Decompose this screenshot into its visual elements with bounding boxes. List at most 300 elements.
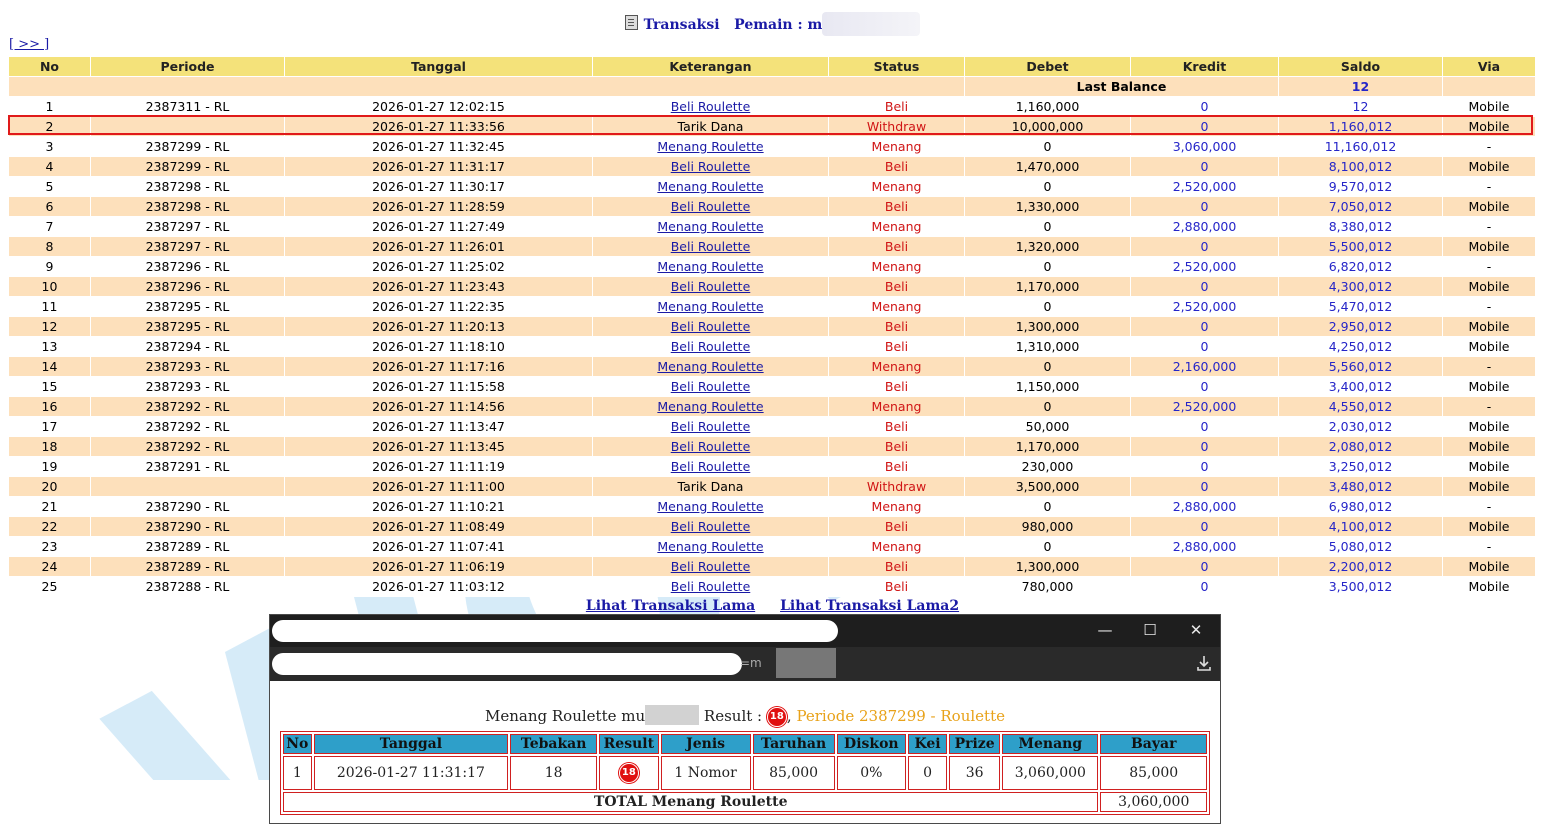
col-header-tanggal[interactable]: Tanggal	[285, 57, 593, 77]
row-kredit: 2,160,000	[1131, 357, 1279, 377]
row-saldo: 3,480,012	[1279, 477, 1443, 497]
table-row	[9, 317, 1536, 337]
row-no: 12	[9, 317, 91, 337]
keterangan-link[interactable]: Menang Roulette	[657, 259, 764, 274]
keterangan-link[interactable]: Beli Roulette	[670, 199, 751, 214]
row-kredit: 0	[1131, 237, 1279, 257]
keterangan-link[interactable]: Beli Roulette	[670, 99, 751, 114]
row-via: Mobile	[1443, 457, 1536, 477]
keterangan-link[interactable]: Beli Roulette	[670, 439, 751, 454]
row-keterangan	[593, 417, 829, 437]
row-status: Beli	[829, 577, 965, 597]
row-keterangan	[593, 277, 829, 297]
row-keterangan	[593, 297, 829, 317]
row-tanggal: 2026-01-27 11:23:43	[285, 277, 593, 297]
row-saldo: 5,560,012	[1279, 357, 1443, 377]
row-keterangan	[593, 177, 829, 197]
table-row	[9, 337, 1536, 357]
detail-col-tebakan: Tebakan	[510, 734, 597, 754]
row-periode: 2387290 - RL	[91, 517, 285, 537]
keterangan-link[interactable]: Beli Roulette	[670, 319, 751, 334]
row-status: Menang	[829, 537, 965, 557]
row-kredit: 0	[1131, 117, 1279, 137]
row-tanggal: 2026-01-27 11:27:49	[285, 217, 593, 237]
row-no: 7	[9, 217, 91, 237]
detail-col-kei: Kei	[908, 734, 947, 754]
table-row	[9, 237, 1536, 257]
row-keterangan	[593, 497, 829, 517]
keterangan-link[interactable]: Beli Roulette	[670, 279, 751, 294]
row-via: Mobile	[1443, 97, 1536, 117]
table-row	[9, 397, 1536, 417]
row-debet: 10,000,000	[965, 117, 1131, 137]
row-kredit: 0	[1131, 557, 1279, 577]
row-tanggal: 2026-01-27 11:14:56	[285, 397, 593, 417]
row-periode: 2387289 - RL	[91, 557, 285, 577]
detail-col-tanggal: Tanggal	[314, 734, 509, 754]
table-header-row	[9, 57, 1536, 77]
row-status: Beli	[829, 97, 965, 117]
row-tanggal: 2026-01-27 11:06:19	[285, 557, 593, 577]
row-tanggal: 2026-01-27 11:33:56	[285, 117, 593, 137]
row-no: 15	[9, 377, 91, 397]
row-tanggal: 2026-01-27 11:25:02	[285, 257, 593, 277]
row-via: Mobile	[1443, 117, 1536, 137]
row-no: 14	[9, 357, 91, 377]
row-via: Mobile	[1443, 517, 1536, 537]
keterangan-link[interactable]: Menang Roulette	[657, 219, 764, 234]
result-label: Result :	[703, 707, 763, 725]
row-periode: 2387289 - RL	[91, 537, 285, 557]
row-tanggal: 2026-01-27 11:10:21	[285, 497, 593, 517]
col-header-via[interactable]: Via	[1443, 57, 1536, 77]
row-via: -	[1443, 297, 1536, 317]
row-debet: 0	[965, 397, 1131, 417]
row-debet: 0	[965, 217, 1131, 237]
maximize-icon[interactable]: ☐	[1143, 621, 1157, 639]
row-via: Mobile	[1443, 157, 1536, 177]
row-no: 10	[9, 277, 91, 297]
page-title	[0, 12, 1545, 36]
row-saldo: 3,400,012	[1279, 377, 1443, 397]
popup-window	[269, 614, 1221, 824]
col-header-saldo[interactable]: Saldo	[1279, 57, 1443, 77]
row-via: -	[1443, 217, 1536, 237]
row-debet: 1,310,000	[965, 337, 1131, 357]
result-heading: Menang Roulette mu Result : 18 , Periode 2387299 - Roulette	[485, 707, 1005, 725]
row-debet: 3,500,000	[965, 477, 1131, 497]
row-tanggal: 2026-01-27 11:28:59	[285, 197, 593, 217]
row-via: Mobile	[1443, 437, 1536, 457]
row-periode: 2387299 - RL	[91, 157, 285, 177]
row-saldo: 4,250,012	[1279, 337, 1443, 357]
row-keterangan	[593, 337, 829, 357]
row-periode: 2387297 - RL	[91, 217, 285, 237]
row-status: Withdraw	[829, 117, 965, 137]
table-row	[9, 117, 1536, 137]
detail-jenis: 1 Nomor	[661, 756, 751, 790]
row-status: Menang	[829, 357, 965, 377]
table-row	[9, 537, 1536, 557]
detail-diskon: 0%	[837, 756, 907, 790]
red-ball-icon: 18	[619, 763, 639, 783]
row-kredit: 0	[1131, 317, 1279, 337]
row-periode: 2387295 - RL	[91, 297, 285, 317]
table-row	[9, 277, 1536, 297]
row-debet: 0	[965, 497, 1131, 517]
table-row	[9, 377, 1536, 397]
keterangan-link[interactable]: Beli Roulette	[670, 579, 751, 594]
keterangan-link[interactable]: Beli Roulette	[670, 159, 751, 174]
next-page-link[interactable]: [ >> ]	[9, 37, 50, 52]
row-status: Beli	[829, 157, 965, 177]
table-row	[9, 257, 1536, 277]
table-row	[9, 497, 1536, 517]
document-icon	[625, 15, 638, 30]
row-kredit: 0	[1131, 97, 1279, 117]
row-kredit: 0	[1131, 337, 1279, 357]
detail-col-no: No	[283, 734, 312, 754]
row-saldo: 12	[1279, 97, 1443, 117]
row-via: -	[1443, 137, 1536, 157]
row-status: Beli	[829, 277, 965, 297]
row-debet: 0	[965, 177, 1131, 197]
row-kredit: 0	[1131, 517, 1279, 537]
row-no: 25	[9, 577, 91, 597]
row-debet: 0	[965, 137, 1131, 157]
detail-col-prize: Prize	[949, 734, 1000, 754]
detail-tebakan: 18	[510, 756, 597, 790]
row-periode: 2387292 - RL	[91, 397, 285, 417]
row-saldo: 4,550,012	[1279, 397, 1443, 417]
detail-prize: 36	[949, 756, 1000, 790]
keterangan-link[interactable]: Beli Roulette	[670, 339, 751, 354]
table-row	[9, 457, 1536, 477]
redacted-player-name	[822, 12, 920, 36]
row-debet: 1,150,000	[965, 377, 1131, 397]
row-kredit: 2,880,000	[1131, 497, 1279, 517]
row-debet: 0	[965, 537, 1131, 557]
row-saldo: 3,500,012	[1279, 577, 1443, 597]
row-periode: 2387292 - RL	[91, 417, 285, 437]
row-status: Menang	[829, 297, 965, 317]
col-header-no[interactable]: No	[9, 57, 91, 77]
lihat-transaksi-lama-link[interactable]: Lihat Transaksi Lama	[585, 598, 756, 614]
row-keterangan	[593, 97, 829, 117]
row-no: 22	[9, 517, 91, 537]
row-debet: 230,000	[965, 457, 1131, 477]
row-periode: 2387297 - RL	[91, 237, 285, 257]
row-periode: 2387311 - RL	[91, 97, 285, 117]
row-kredit: 2,880,000	[1131, 217, 1279, 237]
table-row	[9, 157, 1536, 177]
row-debet: 780,000	[965, 577, 1131, 597]
row-tanggal: 2026-01-27 11:32:45	[285, 137, 593, 157]
col-header-debet[interactable]: Debet	[965, 57, 1131, 77]
detail-col-taruhan: Taruhan	[753, 734, 835, 754]
table-row	[9, 357, 1536, 377]
row-debet: 50,000	[965, 417, 1131, 437]
row-saldo: 4,100,012	[1279, 517, 1443, 537]
row-debet: 0	[965, 357, 1131, 377]
row-keterangan: Tarik Dana	[593, 477, 829, 497]
row-tanggal: 2026-01-27 11:13:45	[285, 437, 593, 457]
transaction-table	[8, 56, 1536, 597]
redacted-window-title	[272, 620, 838, 642]
detail-col-jenis: Jenis	[661, 734, 751, 754]
row-status: Beli	[829, 517, 965, 537]
row-saldo: 2,080,012	[1279, 437, 1443, 457]
table-row	[9, 417, 1536, 437]
row-tanggal: 2026-01-27 11:18:10	[285, 337, 593, 357]
popup-content	[270, 681, 1220, 815]
row-saldo: 6,980,012	[1279, 497, 1443, 517]
row-saldo: 5,470,012	[1279, 297, 1443, 317]
row-via: -	[1443, 397, 1536, 417]
row-status: Beli	[829, 417, 965, 437]
row-via: Mobile	[1443, 557, 1536, 577]
row-tanggal: 2026-01-27 11:11:00	[285, 477, 593, 497]
row-status: Beli	[829, 437, 965, 457]
detail-kei: 0	[908, 756, 947, 790]
keterangan-link[interactable]: Menang Roulette	[657, 179, 764, 194]
row-debet: 1,300,000	[965, 317, 1131, 337]
redacted-url-tail	[776, 648, 836, 678]
result-prefix: Menang Roulette mu	[485, 707, 646, 725]
row-status: Menang	[829, 217, 965, 237]
table-row	[9, 477, 1536, 497]
keterangan-link[interactable]: Menang Roulette	[657, 499, 764, 514]
row-via: Mobile	[1443, 477, 1536, 497]
row-tanggal: 2026-01-27 12:02:15	[285, 97, 593, 117]
row-keterangan	[593, 557, 829, 577]
detail-row	[283, 756, 1207, 790]
keterangan-link[interactable]: Beli Roulette	[670, 239, 751, 254]
col-header-kredit[interactable]: Kredit	[1131, 57, 1279, 77]
total-label: TOTAL Menang Roulette	[283, 792, 1098, 812]
row-status: Beli	[829, 557, 965, 577]
red-ball-icon: 18	[767, 707, 787, 727]
table-row	[9, 437, 1536, 457]
row-via: -	[1443, 257, 1536, 277]
title-transaksi[interactable]: Transaksi	[643, 17, 720, 33]
row-keterangan	[593, 257, 829, 277]
row-kredit: 0	[1131, 577, 1279, 597]
player-label: Pemain : m	[734, 17, 823, 33]
row-periode: 2387298 - RL	[91, 177, 285, 197]
row-no: 19	[9, 457, 91, 477]
row-saldo: 9,570,012	[1279, 177, 1443, 197]
table-row	[9, 177, 1536, 197]
row-saldo: 3,250,012	[1279, 457, 1443, 477]
detail-bayar: 85,000	[1100, 756, 1207, 790]
row-keterangan	[593, 157, 829, 177]
row-kredit: 0	[1131, 157, 1279, 177]
row-no: 13	[9, 337, 91, 357]
row-saldo: 8,100,012	[1279, 157, 1443, 177]
row-keterangan	[593, 457, 829, 477]
row-kredit: 0	[1131, 377, 1279, 397]
row-via: Mobile	[1443, 577, 1536, 597]
row-no: 16	[9, 397, 91, 417]
row-kredit: 2,880,000	[1131, 537, 1279, 557]
row-via: Mobile	[1443, 197, 1536, 217]
row-tanggal: 2026-01-27 11:13:47	[285, 417, 593, 437]
redacted-username	[645, 705, 699, 725]
row-status: Beli	[829, 457, 965, 477]
detail-tanggal: 2026-01-27 11:31:17	[314, 756, 509, 790]
row-saldo: 5,500,012	[1279, 237, 1443, 257]
row-status: Beli	[829, 337, 965, 357]
total-row	[283, 792, 1207, 812]
row-via: Mobile	[1443, 337, 1536, 357]
row-periode: 2387288 - RL	[91, 577, 285, 597]
row-no: 6	[9, 197, 91, 217]
table-row	[9, 577, 1536, 597]
row-via: Mobile	[1443, 417, 1536, 437]
row-no: 18	[9, 437, 91, 457]
keterangan-link[interactable]: Beli Roulette	[670, 519, 751, 534]
row-via: -	[1443, 497, 1536, 517]
detail-col-bayar: Bayar	[1100, 734, 1207, 754]
row-status: Beli	[829, 317, 965, 337]
row-tanggal: 2026-01-27 11:11:19	[285, 457, 593, 477]
row-tanggal: 2026-01-27 11:30:17	[285, 177, 593, 197]
row-saldo: 2,950,012	[1279, 317, 1443, 337]
row-saldo: 8,380,012	[1279, 217, 1443, 237]
download-icon[interactable]	[1196, 655, 1212, 671]
keterangan-link[interactable]: Menang Roulette	[657, 299, 764, 314]
detail-col-menang: Menang	[1002, 734, 1098, 754]
row-status: Menang	[829, 397, 965, 417]
keterangan-link[interactable]: Menang Roulette	[657, 139, 764, 154]
row-kredit: 2,520,000	[1131, 397, 1279, 417]
keterangan-link[interactable]: Beli Roulette	[670, 459, 751, 474]
row-status: Menang	[829, 497, 965, 517]
row-via: Mobile	[1443, 377, 1536, 397]
keterangan-link[interactable]: Beli Roulette	[670, 419, 751, 434]
row-kredit: 0	[1131, 457, 1279, 477]
row-no: 20	[9, 477, 91, 497]
row-status: Beli	[829, 197, 965, 217]
minimize-icon[interactable]: —	[1097, 621, 1113, 639]
row-periode: 2387299 - RL	[91, 137, 285, 157]
row-kredit: 2,520,000	[1131, 297, 1279, 317]
row-debet: 0	[965, 297, 1131, 317]
row-debet: 1,320,000	[965, 237, 1131, 257]
row-no: 5	[9, 177, 91, 197]
row-no: 3	[9, 137, 91, 157]
row-no: 4	[9, 157, 91, 177]
row-status: Beli	[829, 237, 965, 257]
row-keterangan	[593, 517, 829, 537]
row-via: -	[1443, 357, 1536, 377]
row-via: -	[1443, 177, 1536, 197]
row-no: 2	[9, 117, 91, 137]
last-balance-row	[9, 77, 1536, 97]
keterangan-link[interactable]: Beli Roulette	[670, 379, 751, 394]
detail-header-row	[283, 734, 1207, 754]
row-keterangan	[593, 377, 829, 397]
row-no: 9	[9, 257, 91, 277]
url-tail: =m	[740, 656, 762, 670]
row-periode	[91, 117, 285, 137]
table-row	[9, 97, 1536, 117]
row-keterangan	[593, 237, 829, 257]
row-status: Beli	[829, 377, 965, 397]
row-keterangan	[593, 537, 829, 557]
lihat-transaksi-lama2-link[interactable]: Lihat Transaksi Lama2	[780, 598, 960, 614]
row-periode	[91, 477, 285, 497]
row-status: Menang	[829, 257, 965, 277]
row-keterangan	[593, 137, 829, 157]
old-transaction-links	[0, 598, 1545, 614]
row-kredit: 2,520,000	[1131, 177, 1279, 197]
row-keterangan	[593, 397, 829, 417]
keterangan-link[interactable]: Menang Roulette	[657, 359, 764, 374]
row-via: Mobile	[1443, 317, 1536, 337]
col-header-keterangan[interactable]: Keterangan	[593, 57, 829, 77]
row-periode: 2387296 - RL	[91, 277, 285, 297]
row-no: 17	[9, 417, 91, 437]
col-header-status[interactable]: Status	[829, 57, 965, 77]
col-header-periode[interactable]: Periode	[91, 57, 285, 77]
row-tanggal: 2026-01-27 11:15:58	[285, 377, 593, 397]
row-kredit: 0	[1131, 477, 1279, 497]
row-no: 24	[9, 557, 91, 577]
row-saldo: 6,820,012	[1279, 257, 1443, 277]
row-no: 23	[9, 537, 91, 557]
row-keterangan	[593, 577, 829, 597]
row-keterangan: Tarik Dana	[593, 117, 829, 137]
row-keterangan	[593, 217, 829, 237]
row-via: Mobile	[1443, 277, 1536, 297]
popup-address-bar[interactable]	[270, 647, 1220, 681]
detail-col-result: Result	[599, 734, 658, 754]
row-tanggal: 2026-01-27 11:17:16	[285, 357, 593, 377]
table-row	[9, 557, 1536, 577]
table-row	[9, 137, 1536, 157]
row-saldo: 7,050,012	[1279, 197, 1443, 217]
row-keterangan	[593, 197, 829, 217]
table-row	[9, 197, 1536, 217]
table-row	[9, 517, 1536, 537]
row-saldo: 11,160,012	[1279, 137, 1443, 157]
close-icon[interactable]: ✕	[1189, 621, 1203, 639]
row-tanggal: 2026-01-27 11:08:49	[285, 517, 593, 537]
row-keterangan	[593, 437, 829, 457]
row-kredit: 3,060,000	[1131, 137, 1279, 157]
keterangan-link[interactable]: Menang Roulette	[657, 539, 764, 554]
row-saldo: 2,030,012	[1279, 417, 1443, 437]
row-periode: 2387296 - RL	[91, 257, 285, 277]
row-keterangan	[593, 357, 829, 377]
row-debet: 1,470,000	[965, 157, 1131, 177]
keterangan-link[interactable]: Beli Roulette	[670, 559, 751, 574]
keterangan-link[interactable]: Menang Roulette	[657, 399, 764, 414]
row-no: 1	[9, 97, 91, 117]
row-debet: 1,330,000	[965, 197, 1131, 217]
row-kredit: 2,520,000	[1131, 257, 1279, 277]
row-saldo: 4,300,012	[1279, 277, 1443, 297]
row-debet: 980,000	[965, 517, 1131, 537]
row-kredit: 0	[1131, 417, 1279, 437]
row-tanggal: 2026-01-27 11:26:01	[285, 237, 593, 257]
row-periode: 2387293 - RL	[91, 357, 285, 377]
detail-no: 1	[283, 756, 312, 790]
row-periode: 2387293 - RL	[91, 377, 285, 397]
row-status: Menang	[829, 137, 965, 157]
